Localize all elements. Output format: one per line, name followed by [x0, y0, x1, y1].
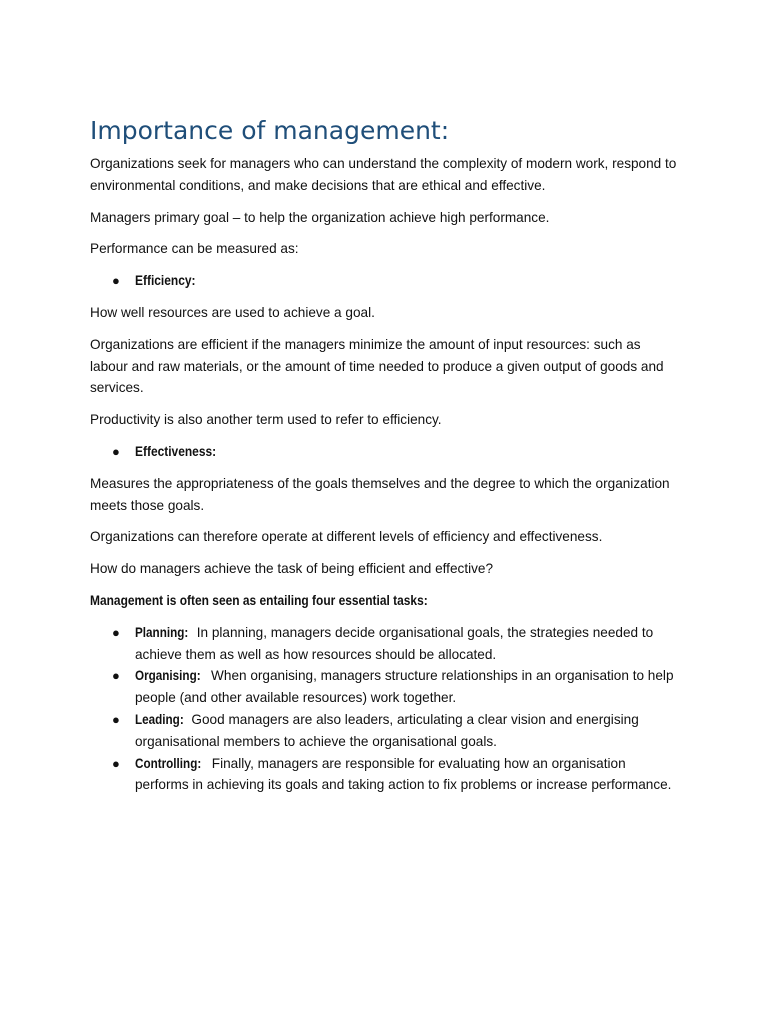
effectiveness-heading: Effectiveness:	[135, 443, 217, 459]
task-item-planning	[90, 622, 680, 666]
task-item-organising	[90, 665, 680, 709]
productivity-paragraph: Productivity is also another term used to refer to efficiency.	[90, 412, 442, 428]
efficiency-detail: Organizations are efficient if the managers minimize the amount of input resources: such as labour and raw materials, or the amount of time needed to produce a given output of goods and services.	[90, 336, 664, 396]
efficiency-definition: How well resources are used to achieve a goal.	[90, 304, 375, 320]
task-term: Planning:	[135, 624, 189, 640]
efficiency-heading: Efficiency:	[135, 273, 196, 289]
effectiveness-bullet-list	[90, 441, 680, 463]
task-item-leading	[90, 709, 680, 753]
efficiency-bullet	[90, 270, 680, 292]
bullet-icon: ●	[112, 273, 120, 289]
bullet-icon: ●	[112, 711, 120, 727]
bullet-icon: ●	[112, 443, 120, 459]
page-title: Importance of management:	[90, 116, 450, 145]
intro-paragraph: Organizations seek for managers who can understand the complexity of modern work, respond to environmental conditions, and make decisions that are ethical and effective.	[90, 156, 677, 193]
tasks-list	[90, 622, 680, 796]
task-text: When organising, managers structure relationships in an organisation to help people (and other available resources) work together.	[135, 668, 674, 706]
task-term: Controlling:	[135, 755, 202, 771]
levels-paragraph: Organizations can therefore operate at different levels of efficiency and effectiveness.	[90, 529, 603, 545]
primary-goal-paragraph: Managers primary goal – to help the organization achieve high performance.	[90, 209, 550, 225]
effectiveness-definition: Measures the appropriateness of the goals themselves and the degree to which the organization meets those goals.	[90, 475, 670, 513]
task-item-controlling	[90, 753, 680, 797]
document-page	[90, 112, 680, 796]
bullet-icon: ●	[112, 755, 120, 771]
task-text: Good managers are also leaders, articulating a clear vision and energising organisational members to achieve the organisational goals.	[135, 711, 639, 749]
task-term: Organising:	[135, 668, 201, 684]
task-text: Finally, managers are responsible for evaluating how an organisation performs in achieving its goals and taking action to fix problems or increase performance.	[135, 755, 672, 793]
efficiency-bullet-list	[90, 270, 680, 292]
effectiveness-bullet	[90, 441, 680, 463]
bullet-icon: ●	[112, 668, 120, 684]
tasks-heading-paragraph	[90, 590, 680, 612]
task-text: In planning, managers decide organisational goals, the strategies needed to achieve them as well as how resources should be allocated.	[135, 624, 654, 662]
performance-intro-paragraph: Performance can be measured as:	[90, 241, 299, 257]
tasks-heading: Management is often seen as entailing four essential tasks:	[90, 592, 428, 608]
question-paragraph: How do managers achieve the task of being efficient and effective?	[90, 561, 494, 577]
task-term: Leading:	[135, 711, 184, 727]
bullet-icon: ●	[112, 624, 120, 640]
